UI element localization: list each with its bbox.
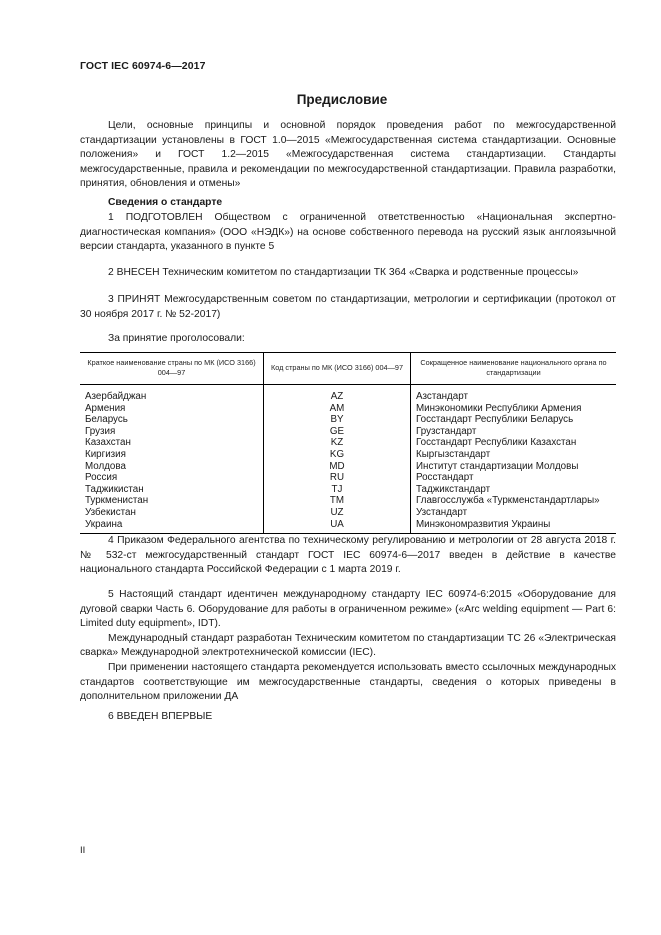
item-3: 3 ПРИНЯТ Межгосударственным советом по стандартизации, метрологии и сертификации (протокол от 30 ноября 2017 г. № 52-2017): [80, 294, 616, 320]
table-cell-body: Таджикстандарт: [416, 483, 491, 495]
section-heading: Сведения о стандарте: [108, 197, 223, 208]
table-row: [80, 403, 616, 415]
table-row: [80, 426, 616, 438]
table-cell-body: Институт стандартизации Молдовы: [416, 460, 579, 472]
table-cell-body: Грузстандарт: [416, 425, 477, 437]
table-cell-code: AM: [264, 403, 411, 415]
table-cell-code: AZ: [264, 385, 411, 403]
table-cell-body: Минэкономразвития Украины: [411, 519, 617, 534]
table-cell-code: UA: [264, 519, 411, 534]
table-cell-country: Россия: [80, 472, 264, 484]
standard-code: ГОСТ IEC 60974-6—2017: [80, 60, 206, 72]
table-cell-code: RU: [264, 472, 411, 484]
table-row: [80, 437, 616, 449]
table-cell-country: Туркменистан: [80, 495, 264, 507]
table-header-row: [80, 353, 616, 385]
table-cell-body: Минэкономики Республики Армения: [416, 402, 582, 414]
page-title: Предисловие: [296, 92, 388, 107]
table-cell-code: TJ: [264, 484, 411, 496]
table-cell-country: Казахстан: [80, 437, 264, 449]
table-cell-country: Таджикистан: [80, 484, 264, 496]
table-cell-code: BY: [264, 414, 411, 426]
table-cell-body: Госстандарт Республики Казахстан: [416, 437, 577, 449]
vote-label: За принятие проголосовали:: [108, 333, 245, 344]
item-5-paragraph-2: Международный стандарт разработан Техническим комитетом по стандартизации ТС 26 «Электрическая сварка» Международной электротехнической комиссии (IEC).: [80, 632, 616, 659]
intro-paragraph: Цели, основные принципы и основной порядок проведения работ по межгосударственной стандартизации установлены в ГОСТ 1.0—2015 «Межгосударственная система стандартизации. Основные положения» и ГОСТ 1.2—2015 «Межгосударственная система стандартизации. Стандарты межгосударственные, правила и рекомендации по межгосударственной стандартизации. Правила разработки, принятия, обновления и отмены»: [80, 120, 616, 190]
item-2: 2 ВНЕСЕН Техническим комитетом по стандартизации ТК 364 «Сварка и родственные процессы»: [108, 267, 579, 278]
item-6-block: [80, 710, 616, 725]
table-cell-code: TM: [264, 495, 411, 507]
table-header-body: Сокращенное наименование национального органа по стандартизации: [411, 353, 617, 385]
item-4-block: [80, 534, 616, 578]
table-row: [80, 449, 616, 461]
table-row: [80, 414, 616, 426]
voting-table: [80, 352, 616, 534]
item-4: 4 Приказом Федерального агентства по техническому регулированию и метрологии от 28 августа 2018 г. № 532-ст межгосударственный стандарт ГОСТ IEC 60974-6—2017 введен в действие в качестве национального стандарта Российской Федерации с 1 марта 2019 г.: [80, 535, 616, 576]
intro-block: [80, 119, 616, 192]
table-row: [80, 385, 616, 403]
table-cell-code: KG: [264, 449, 411, 461]
table-row: [80, 495, 616, 507]
item-5-block: [80, 588, 616, 705]
vote-label-block: [80, 332, 616, 347]
table-cell-country: Киргизия: [80, 449, 264, 461]
table-row: [80, 484, 616, 496]
table-cell-body: Росстандарт: [416, 472, 474, 484]
item-2-block: [80, 266, 616, 281]
table-row: [80, 519, 616, 534]
table-cell-country: Азербайджан: [80, 385, 264, 403]
table-row: [80, 507, 616, 519]
section-heading-block: [80, 196, 616, 211]
table-cell-country: Беларусь: [80, 414, 264, 426]
table-cell-code: GE: [264, 426, 411, 438]
table-cell-body: Главгосслужба «Туркменстандартлары»: [416, 495, 600, 507]
table-cell-code: MD: [264, 461, 411, 473]
table-cell-country: Грузия: [80, 426, 264, 438]
table-cell-code: UZ: [264, 507, 411, 519]
item-5: 5 Настоящий стандарт идентичен международному стандарту IEC 60974-6:2015 «Оборудование для дуговой сварки Часть 6. Оборудование для работы в ограниченном режиме» («Arc welding equipment — Part 6: Limited duty equipment», IDT).: [80, 589, 616, 630]
item-5-paragraph-3: При применении настоящего стандарта рекомендуется использовать вместо ссылочных международных стандартов соответствующие им межгосударственные стандарты, сведения о которых приведены в дополнительном приложении ДА: [80, 661, 616, 703]
table-cell-body: Госстандарт Республики Беларусь: [416, 414, 574, 426]
table-cell-country: Армения: [80, 403, 264, 415]
page-number: II: [80, 845, 86, 856]
table-cell-body: Узстандарт: [416, 506, 468, 518]
table-cell-body: Азстандарт: [416, 391, 468, 402]
table-cell-code: KZ: [264, 437, 411, 449]
item-1: 1 ПОДГОТОВЛЕН Обществом с ограниченной ответственностью «Национальная экспертно-диагностическая компания» (ООО «НЭДК») на основе собственного перевода на русский язык англоязычной версии стандарта, указанного в пункте 5: [80, 212, 616, 253]
table-header-code: Код страны по МК (ИСО 3166) 004—97: [264, 353, 411, 385]
table-row: [80, 472, 616, 484]
item-1-block: [80, 211, 616, 255]
table-cell-country: Молдова: [80, 461, 264, 473]
table-row: [80, 461, 616, 473]
item-6: 6 ВВЕДЕН ВПЕРВЫЕ: [108, 711, 213, 722]
table-cell-country: Узбекистан: [80, 507, 264, 519]
table-cell-country: Украина: [80, 519, 264, 534]
table-header-country: Краткое наименование страны по МК (ИСО 3166) 004—97: [80, 353, 264, 385]
table-cell-body: Кыргызстандарт: [416, 448, 491, 460]
item-3-block: [80, 293, 616, 322]
